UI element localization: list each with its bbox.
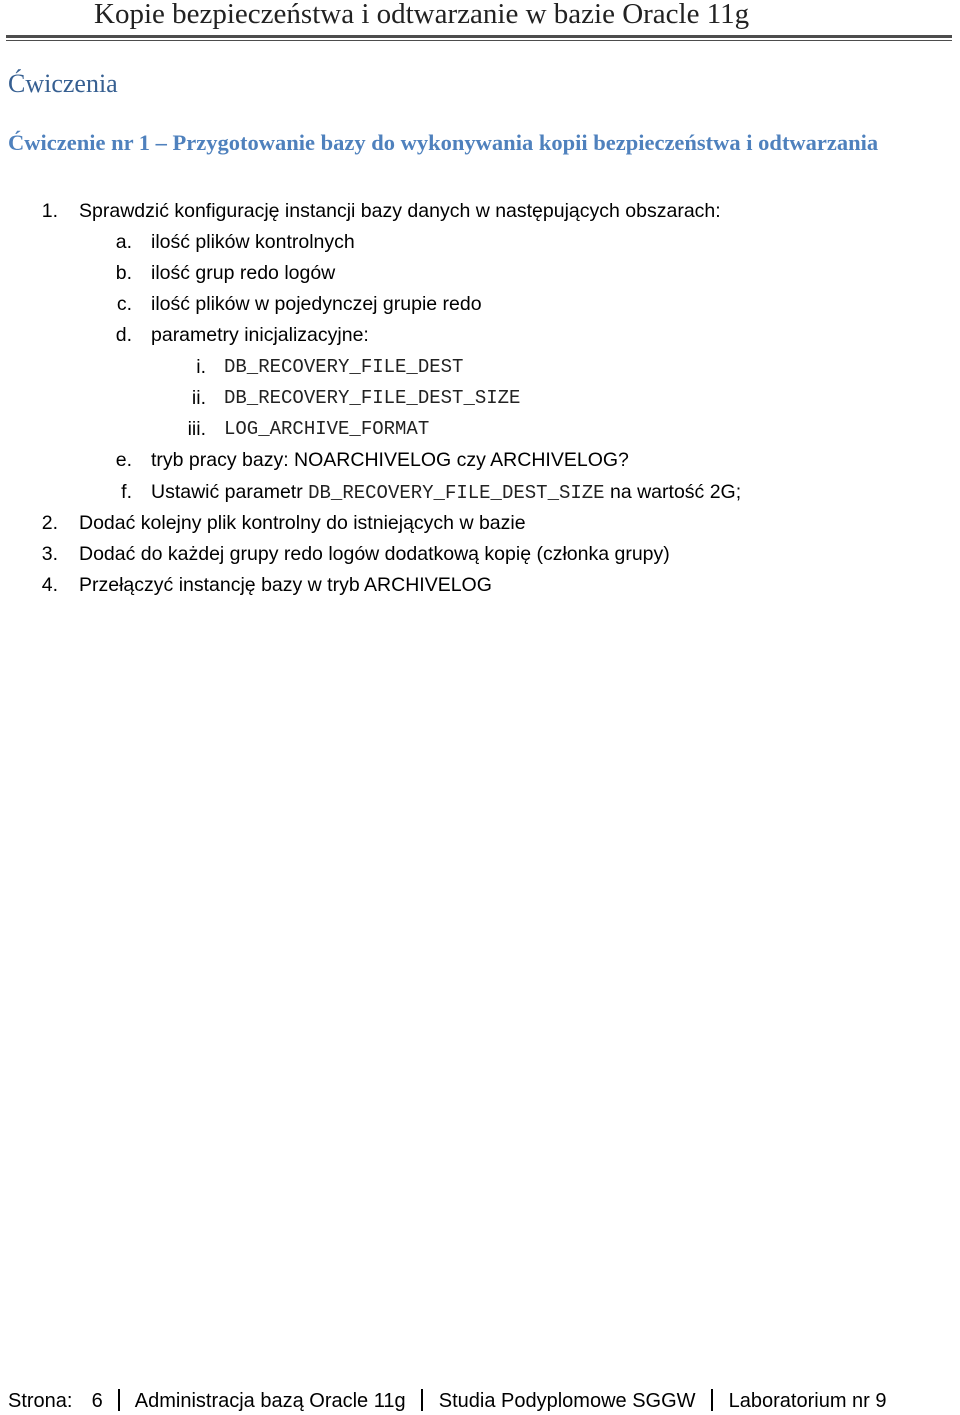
list-item-number: iii. xyxy=(187,418,206,440)
parameter-name: DB_RECOVERY_FILE_DEST_SIZE xyxy=(308,482,605,504)
page-footer xyxy=(8,1387,887,1415)
list-item-text: parametry inicjalizacyjne: xyxy=(151,324,369,346)
list-item-text: Dodać kolejny plik kontrolny do istniejących w bazie xyxy=(79,512,526,534)
list-item xyxy=(0,477,960,507)
list-item-number: 3. xyxy=(41,543,58,565)
parameter-name: LOG_ARCHIVE_FORMAT xyxy=(224,418,430,440)
header-rule-thin xyxy=(6,40,952,41)
list-item xyxy=(0,539,960,569)
list-item-text: tryb pracy bazy: NOARCHIVELOG czy ARCHIVELOG? xyxy=(151,449,629,471)
parameter-name: DB_RECOVERY_FILE_DEST xyxy=(224,356,464,378)
page-header-title: Kopie bezpieczeństwa i odtwarzanie w bazie Oracle 11g xyxy=(94,0,750,30)
parameter-name: DB_RECOVERY_FILE_DEST_SIZE xyxy=(224,387,521,409)
list-item-number: f. xyxy=(121,481,132,503)
list-item-number: b. xyxy=(115,262,132,284)
list-item xyxy=(0,289,960,319)
footer-page-number: 6 xyxy=(91,1390,103,1412)
list-item-number: e. xyxy=(115,449,132,471)
list-item xyxy=(0,320,960,350)
footer-lab: Laboratorium nr 9 xyxy=(728,1390,887,1412)
list-item xyxy=(0,414,960,444)
list-item-text: ilość plików kontrolnych xyxy=(151,231,355,253)
list-item-number: c. xyxy=(116,293,132,315)
list-item-number: ii. xyxy=(191,387,206,409)
footer-separator xyxy=(421,1389,423,1411)
exercise-heading: Ćwiczenie nr 1 – Przygotowanie bazy do wykonywania kopii bezpieczeństwa i odtwarzania xyxy=(8,130,879,155)
list-item-number: 4. xyxy=(41,574,58,596)
list-item xyxy=(0,196,960,226)
header-rule xyxy=(6,35,952,38)
list-item xyxy=(0,258,960,288)
list-item xyxy=(0,445,960,475)
list-item-number: 2. xyxy=(41,512,58,534)
list-item-text-before: Ustawić parametr xyxy=(151,481,309,503)
list-item xyxy=(0,352,960,382)
list-item-text: Przełączyć instancję bazy w tryb ARCHIVELOG xyxy=(79,574,492,596)
footer-page-label: Strona: xyxy=(8,1390,73,1412)
footer-course: Administracja bazą Oracle 11g xyxy=(134,1390,406,1412)
footer-separator xyxy=(118,1389,120,1411)
list-item-text: Sprawdzić konfigurację instancji bazy danych w następujących obszarach: xyxy=(79,200,721,222)
list-item-number: d. xyxy=(115,324,132,346)
list-item-text-after: na wartość 2G; xyxy=(604,481,742,503)
list-item xyxy=(0,570,960,600)
footer-program: Studia Podyplomowe SGGW xyxy=(438,1390,696,1412)
list-item xyxy=(0,508,960,538)
section-heading: Ćwiczenia xyxy=(8,69,118,98)
list-item-number: i. xyxy=(196,356,206,378)
list-item-number: a. xyxy=(115,231,132,253)
list-item-number: 1. xyxy=(41,200,58,222)
list-item-text: Dodać do każdej grupy redo logów dodatkową kopię (członka grupy) xyxy=(79,543,670,565)
list-item xyxy=(0,227,960,257)
list-item-text xyxy=(151,477,741,508)
list-item-text: ilość grup redo logów xyxy=(151,262,336,284)
list-item-text: ilość plików w pojedynczej grupie redo xyxy=(151,293,482,315)
list-item xyxy=(0,383,960,413)
footer-separator xyxy=(711,1389,713,1411)
